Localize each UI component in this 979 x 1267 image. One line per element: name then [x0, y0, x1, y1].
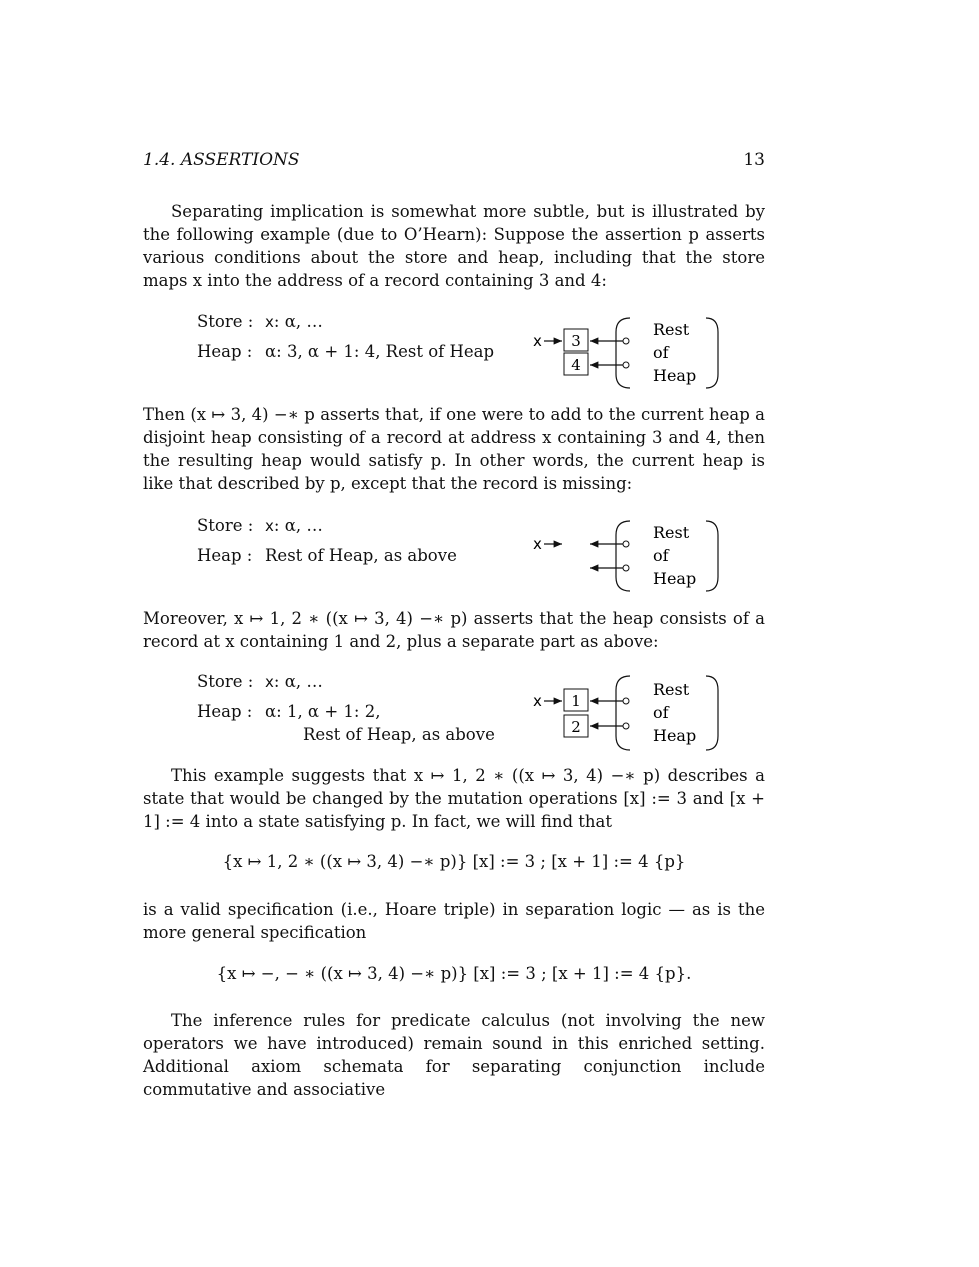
rest-label-2: of — [653, 343, 669, 362]
var-x-label: x — [533, 535, 542, 553]
heap-value-line1: α: 1, α + 1: 2, — [265, 702, 381, 721]
equation-1: {x ↦ 1, 2 ∗ ((x ↦ 3, 4) −∗ p)} [x] := 3 ; [x + 1] := 4 {p} — [222, 852, 686, 871]
cell-value: 4 — [571, 356, 581, 374]
rest-label-3: Heap — [653, 726, 697, 745]
rest-label-3: Heap — [653, 366, 697, 385]
rest-label-2: of — [653, 703, 669, 722]
store-var: x — [265, 313, 274, 331]
cell-value: 3 — [571, 332, 581, 350]
rest-label-3: Heap — [653, 569, 697, 588]
store-value: α, … — [284, 672, 323, 691]
running-header — [143, 150, 765, 170]
store-var: x — [265, 517, 274, 535]
store-label: Store : — [197, 312, 254, 331]
paragraph-2: Then (x ↦ 3, 4) −∗ p asserts that, if one were to add to the current heap a disjoint heap consisting of a record at address x containing 3 and 4, then the resulting heap would satisfy p. In other words, the current heap is like that described by p, except that the record is missing: — [143, 405, 765, 493]
store-var: x — [265, 673, 274, 691]
heap-value: Rest of Heap, as above — [265, 546, 457, 565]
heap-diagram-2 — [528, 515, 728, 595]
rest-label-2: of — [653, 546, 669, 565]
heap-value-line2: Rest of Heap, as above — [303, 725, 495, 744]
heap-label: Heap : — [197, 546, 253, 565]
paragraph-6: The inference rules for predicate calculus (not involving the new operators we have introduced) remain sound in this enriched setting. Additional axiom schemata for separating conjunction include commutative and associative — [143, 1011, 765, 1099]
paragraph-4: This example suggests that x ↦ 1, 2 ∗ ((x ↦ 3, 4) −∗ p) describes a state that would be changed by the mutation operations [x] := 3 and [x + 1] := 4 into a state satisfying p. In fact, we will find that — [143, 766, 765, 831]
rest-label-1: Rest — [653, 523, 690, 542]
heap-diagram-1 — [528, 312, 728, 392]
rest-label-1: Rest — [653, 680, 690, 699]
heap-label: Heap : — [197, 702, 253, 721]
cell-value: 1 — [571, 692, 581, 710]
page-number: 13 — [743, 150, 765, 170]
heap-label: Heap : — [197, 342, 253, 361]
equation-2: {x ↦ −, − ∗ ((x ↦ 3, 4) −∗ p)} [x] := 3 ; [x + 1] := 4 {p}. — [216, 964, 692, 983]
paragraph-1: Separating implication is somewhat more subtle, but is illustrated by the following example (due to O’Hearn): Suppose the assertion p asserts various conditions about the store and heap, including that the store maps x into the address of a record containing 3 and 4: — [143, 202, 765, 290]
example3-text: Store : x: α, … Heap : α: 1, α + 1: 2, Rest of Heap, as above — [197, 667, 495, 746]
heap-diagram-3 — [528, 672, 728, 752]
store-label: Store : — [197, 516, 254, 535]
heap-value: α: 3, α + 1: 4, Rest of Heap — [265, 342, 495, 361]
var-x-label: x — [533, 692, 542, 710]
rest-label-1: Rest — [653, 320, 690, 339]
example1-text: Store : x: α, … Heap : α: 3, α + 1: 4, Rest of Heap — [197, 307, 494, 366]
store-value: α, … — [284, 516, 323, 535]
store-value: α, … — [284, 312, 323, 331]
paragraph-3: Moreover, x ↦ 1, 2 ∗ ((x ↦ 3, 4) −∗ p) asserts that the heap consists of a record at x containing 1 and 2, plus a separate part as above: — [143, 609, 765, 651]
var-x-label: x — [533, 332, 542, 350]
section-title: 1.4. ASSERTIONS — [143, 150, 300, 170]
cell-value: 2 — [571, 718, 581, 736]
example2-text: Store : x: α, … Heap : Rest of Heap, as above — [197, 511, 457, 570]
paragraph-5: is a valid specification (i.e., Hoare triple) in separation logic — as is the more general specification — [143, 900, 765, 942]
store-label: Store : — [197, 672, 254, 691]
